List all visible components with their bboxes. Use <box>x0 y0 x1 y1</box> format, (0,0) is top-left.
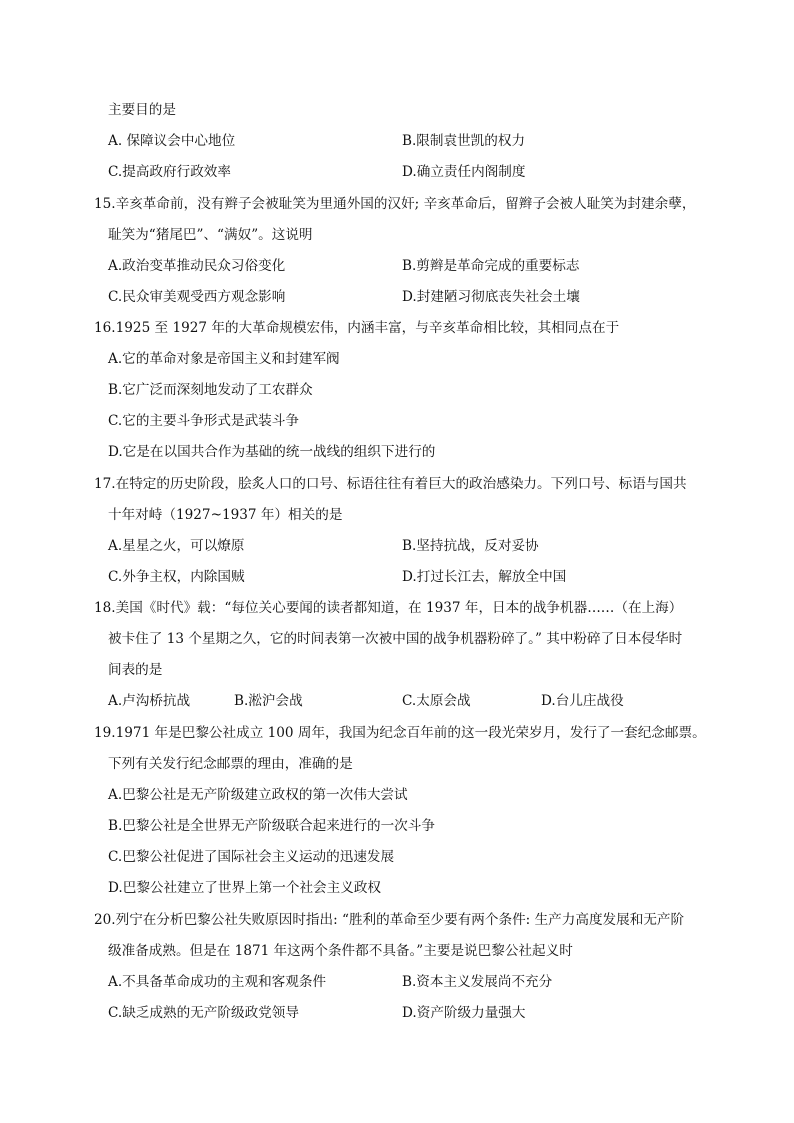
q15-option-d: D.封建陋习彻底丧失社会土壤 <box>402 289 580 305</box>
q17-option-d: D.打过长江去，解放全中国 <box>402 569 567 585</box>
q16-stem-line1: 16.1925 至 1927 年的大革命规模宏伟，内涵丰富，与辛亥革命相比较，其相同点在于 <box>94 320 620 336</box>
q20-option-d: D.资产阶级力量强大 <box>402 1005 526 1021</box>
q19-stem-line1: 19.1971 年是巴黎公社成立 100 周年，我国为纪念百年前的这一段光荣岁月，发行了一套纪念邮票。 <box>94 725 706 741</box>
q18-stem-line1: 18.美国《时代》载：“每位关心要闻的读者都知道，在 1937 年，日本的战争机器……（在上海） <box>94 600 683 616</box>
q14-stem-continuation: 主要目的是 <box>108 102 176 118</box>
q18-option-a: A.卢沟桥抗战 <box>108 693 191 709</box>
q19-option-a: A.巴黎公社是无产阶级建立政权的第一次伟大尝试 <box>108 787 408 803</box>
q19-option-d: D.巴黎公社建立了世界上第一个社会主义政权 <box>108 880 382 896</box>
q20-option-c: C.缺乏成熟的无产阶级政党领导 <box>108 1005 299 1021</box>
q19-option-b: B.巴黎公社是全世界无产阶级联合起来进行的一次斗争 <box>108 818 435 834</box>
q16-option-a: A.它的革命对象是帝国主义和封建军阀 <box>108 351 340 367</box>
q20-option-a: A.不具备革命成功的主观和客观条件 <box>108 974 327 990</box>
q14-option-d: D.确立责任内阁制度 <box>402 164 526 180</box>
q17-option-c: C.外争主权，内除国贼 <box>108 569 245 585</box>
q17-option-a: A.星星之火，可以燎原 <box>108 538 245 554</box>
q17-option-b: B.坚持抗战，反对妥协 <box>402 538 539 554</box>
q17-stem-line2: 十年对峙（1927~1937 年）相关的是 <box>108 507 343 523</box>
q18-option-c: C.太原会战 <box>402 693 471 709</box>
q16-option-d: D.它是在以国共合作为基础的统一战线的组织下进行的 <box>108 444 436 460</box>
q14-option-c: C.提高政府行政效率 <box>108 164 231 180</box>
q14-option-a: A. 保障议会中心地位 <box>108 133 236 149</box>
q14-option-b: B.限制袁世凯的权力 <box>402 133 526 149</box>
q15-stem-line2: 耻笑为“猪尾巴”、“满奴”。这说明 <box>108 227 313 243</box>
q20-option-b: B.资本主义发展尚不充分 <box>402 974 553 990</box>
q16-option-c: C.它的主要斗争形式是武装斗争 <box>108 413 299 429</box>
q19-stem-line2: 下列有关发行纪念邮票的理由，准确的是 <box>108 756 353 772</box>
q20-stem-line2: 级准备成熟。但是在 1871 年这两个条件都不具备。”主要是说巴黎公社起义时 <box>108 943 573 959</box>
q18-stem-line3: 间表的是 <box>108 662 163 678</box>
q15-option-c: C.民众审美观受西方观念影响 <box>108 289 286 305</box>
q18-option-b: B.淞沪会战 <box>234 693 303 709</box>
q18-option-d: D.台儿庄战役 <box>541 693 624 709</box>
q15-option-b: B.剪辫是革命完成的重要标志 <box>402 258 580 274</box>
q18-stem-line2: 被卡住了 13 个星期之久，它的时间表第一次被中国的战争机器粉碎了。” 其中粉碎了日本侵华时 <box>108 631 683 647</box>
q15-stem-line1: 15.辛亥革命前，没有辫子会被耻笑为里通外国的汉奸; 辛亥革命后，留辫子会被人耻笑为封建余孽， <box>94 196 696 212</box>
q20-stem-line1: 20.列宁在分析巴黎公社失败原因时指出: “胜利的革命至少要有两个条件: 生产力高度发展和无产阶 <box>94 912 685 928</box>
q19-option-c: C.巴黎公社促进了国际社会主义运动的迅速发展 <box>108 849 395 865</box>
q17-stem-line1: 17.在特定的历史阶段，脍炙人口的口号、标语往往有着巨大的政治感染力。下列口号、标语与国共 <box>94 476 687 492</box>
q16-option-b: B.它广泛而深刻地发动了工农群众 <box>108 382 313 398</box>
q15-option-a: A.政治变革推动民众习俗变化 <box>108 258 286 274</box>
